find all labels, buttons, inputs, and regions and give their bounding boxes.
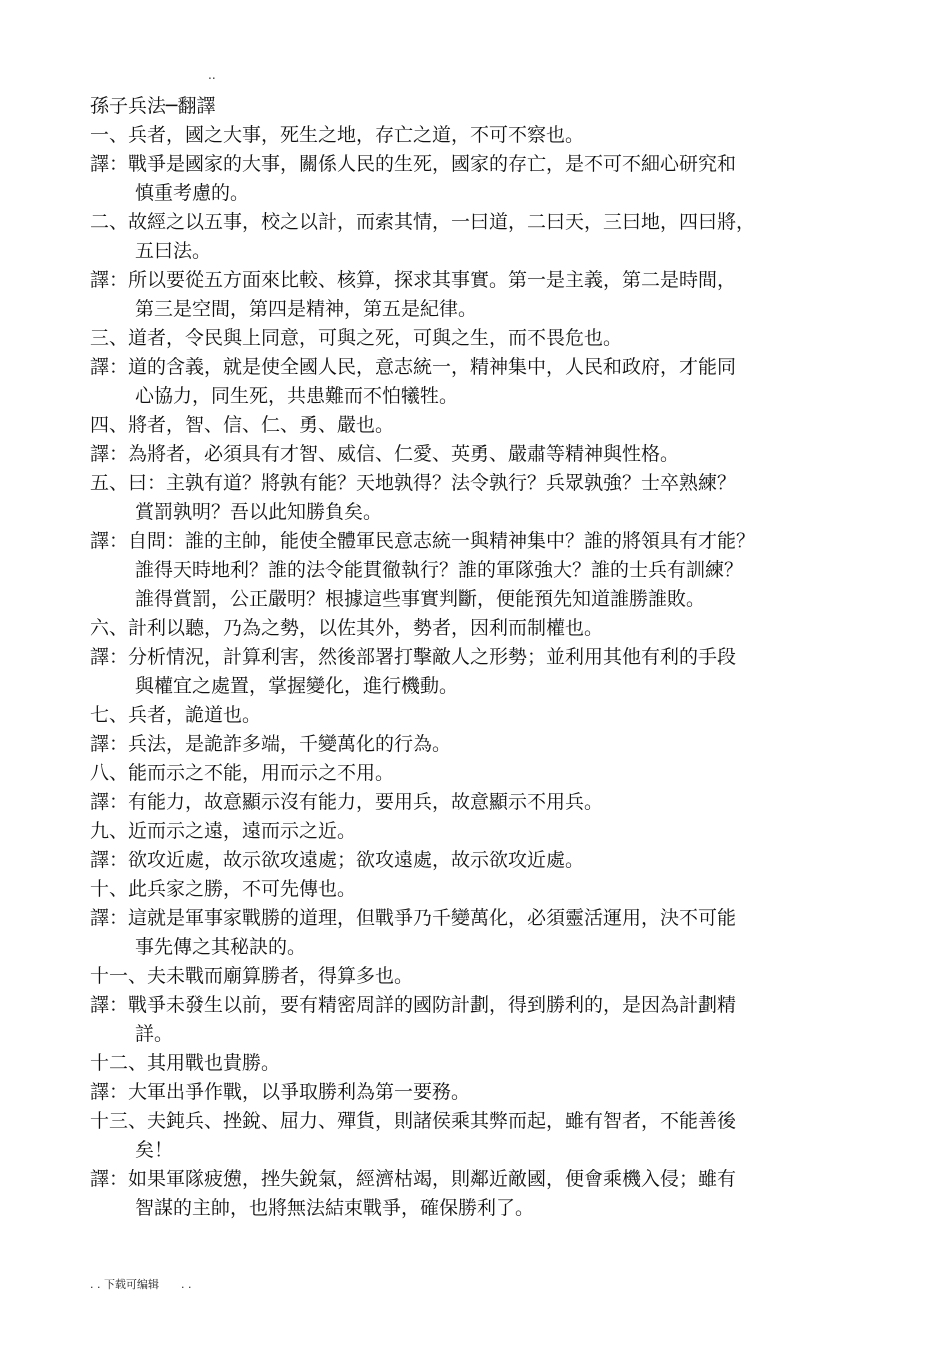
text-paragraph (90, 266, 890, 324)
text-paragraph (90, 701, 890, 730)
paragraph-first-line: 譯：所以要從五方面來比較、核算，探求其事實。第一是主義，第二是時間， (90, 269, 737, 291)
text-paragraph (90, 1107, 890, 1165)
text-paragraph (90, 846, 890, 875)
paragraph-first-line: 譯：分析情況，計算利害，然後部署打擊敵人之形勢；並利用其他有利的手段 (90, 646, 737, 668)
text-paragraph (90, 469, 890, 527)
paragraph-continuation-line: 慎重考慮的。 (135, 182, 250, 204)
text-paragraph (90, 121, 890, 150)
paragraph-first-line: 八、能而示之不能，用而示之不用。 (90, 762, 395, 784)
paragraph-first-line: 譯：道的含義，就是使全國人民，意志統一，精神集中，人民和政府，才能同 (90, 356, 737, 378)
text-paragraph (90, 904, 890, 962)
paragraph-continuation-line: 與權宜之處置，掌握變化，進行機動。 (135, 675, 459, 697)
text-paragraph (90, 788, 890, 817)
text-paragraph (90, 991, 890, 1049)
paragraph-first-line: 十三、夫鈍兵、挫銳、屈力、殫貨，則諸侯乘其弊而起，雖有智者，不能善後 (90, 1110, 737, 1132)
text-paragraph (90, 527, 890, 614)
paragraph-continuation-line: 智謀的主帥，也將無法結束戰爭，確保勝利了。 (135, 1197, 535, 1219)
text-paragraph (90, 208, 890, 266)
paragraph-first-line: 譯：如果軍隊疲憊，挫失銳氣，經濟枯竭，則鄰近敵國，便會乘機入侵；雖有 (90, 1168, 737, 1190)
text-paragraph (90, 1165, 890, 1223)
paragraph-first-line: 十一、夫未戰而廟算勝者，得算多也。 (90, 965, 414, 987)
text-paragraph (90, 1078, 890, 1107)
paragraph-first-line: 譯：為將者，必須具有才智、威信、仁愛、英勇、嚴肅等精神與性格。 (90, 443, 680, 465)
paragraph-first-line: 譯：大軍出爭作戰，以爭取勝利為第一要務。 (90, 1081, 471, 1103)
paragraph-continuation-line: 事先傳之其秘訣的。 (135, 936, 307, 958)
text-paragraph (90, 643, 890, 701)
paragraph-first-line: 譯：自問：誰的主帥，能使全體軍民意志統一與精神集中？誰的將領具有才能？ (90, 530, 756, 552)
paragraph-first-line: 五、曰：主孰有道？將孰有能？天地孰得？法令孰行？兵眾孰強？士卒熟練？ (90, 472, 737, 494)
text-lines (90, 121, 890, 1223)
text-paragraph (90, 440, 890, 469)
paragraph-first-line: 譯：兵法，是詭詐多端，千變萬化的行為。 (90, 733, 452, 755)
paragraph-continuation-line: 矣！ (135, 1139, 174, 1161)
paragraph-first-line: 譯：戰爭未發生以前，要有精密周詳的國防計劃，得到勝利的，是因為計劃精 (90, 994, 737, 1016)
text-paragraph (90, 324, 890, 353)
paragraph-first-line: 六、計利以聽，乃為之勢，以佐其外，勢者，因利而制權也。 (90, 617, 604, 639)
paragraph-first-line: 十、此兵家之勝，不可先傳也。 (90, 878, 357, 900)
text-paragraph (90, 614, 890, 643)
paragraph-first-line: 一、兵者，國之大事，死生之地，存亡之道，不可不察也。 (90, 124, 585, 146)
paragraph-first-line: 譯：這就是軍事家戰勝的道理，但戰爭乃千變萬化，必須靈活運用，決不可能 (90, 907, 737, 929)
paragraph-continuation-line: 詳。 (135, 1023, 174, 1045)
paragraph-first-line: 譯：欲攻近處，故示欲攻遠處；欲攻遠處，故示欲攻近處。 (90, 849, 585, 871)
text-paragraph (90, 1049, 890, 1078)
paragraph-continuation-line: 心協力，同生死，共患難而不怕犧牲。 (135, 385, 459, 407)
paragraph-first-line: 九、近而示之遠，遠而示之近。 (90, 820, 357, 842)
paragraph-first-line: 譯：有能力，故意顯示沒有能力，要用兵，故意顯示不用兵。 (90, 791, 604, 813)
paragraph-continuation-line: 誰得賞罰，公正嚴明？根據這些事實判斷，便能預先知道誰勝誰敗。 (135, 588, 706, 610)
paragraph-continuation-line: 五曰法。 (135, 240, 212, 262)
paragraph-continuation-line: 賞罰孰明？吾以此知勝負矣。 (135, 501, 383, 523)
text-paragraph (90, 150, 890, 208)
page-footer: . . 下载可编辑 . . (90, 1278, 192, 1291)
text-paragraph (90, 962, 890, 991)
text-paragraph (90, 817, 890, 846)
paragraph-first-line: 十二、其用戰也貴勝。 (90, 1052, 281, 1074)
header-dots: .. (208, 68, 216, 82)
document-body (90, 92, 890, 1223)
paragraph-first-line: 譯：戰爭是國家的大事，關係人民的生死，國家的存亡，是不可不細心研究和 (90, 153, 737, 175)
text-paragraph (90, 411, 890, 440)
paragraph-continuation-line: 誰得天時地利？誰的法令能貫徹執行？誰的軍隊強大？誰的士兵有訓練？ (135, 559, 744, 581)
document-title: 孫子兵法─翻譯 (90, 95, 216, 117)
paragraph-continuation-line: 第三是空間，第四是精神，第五是紀律。 (135, 298, 478, 320)
text-paragraph (90, 759, 890, 788)
text-paragraph (90, 353, 890, 411)
text-paragraph (90, 875, 890, 904)
paragraph-first-line: 二、故經之以五事，校之以計，而索其情，一曰道，二曰天，三曰地，四曰將， (90, 211, 756, 233)
paragraph-first-line: 七、兵者，詭道也。 (90, 704, 262, 726)
paragraph-first-line: 三、道者，令民與上同意，可與之死，可與之生，而不畏危也。 (90, 327, 623, 349)
paragraph-first-line: 四、將者，智、信、仁、勇、嚴也。 (90, 414, 395, 436)
text-paragraph (90, 730, 890, 759)
